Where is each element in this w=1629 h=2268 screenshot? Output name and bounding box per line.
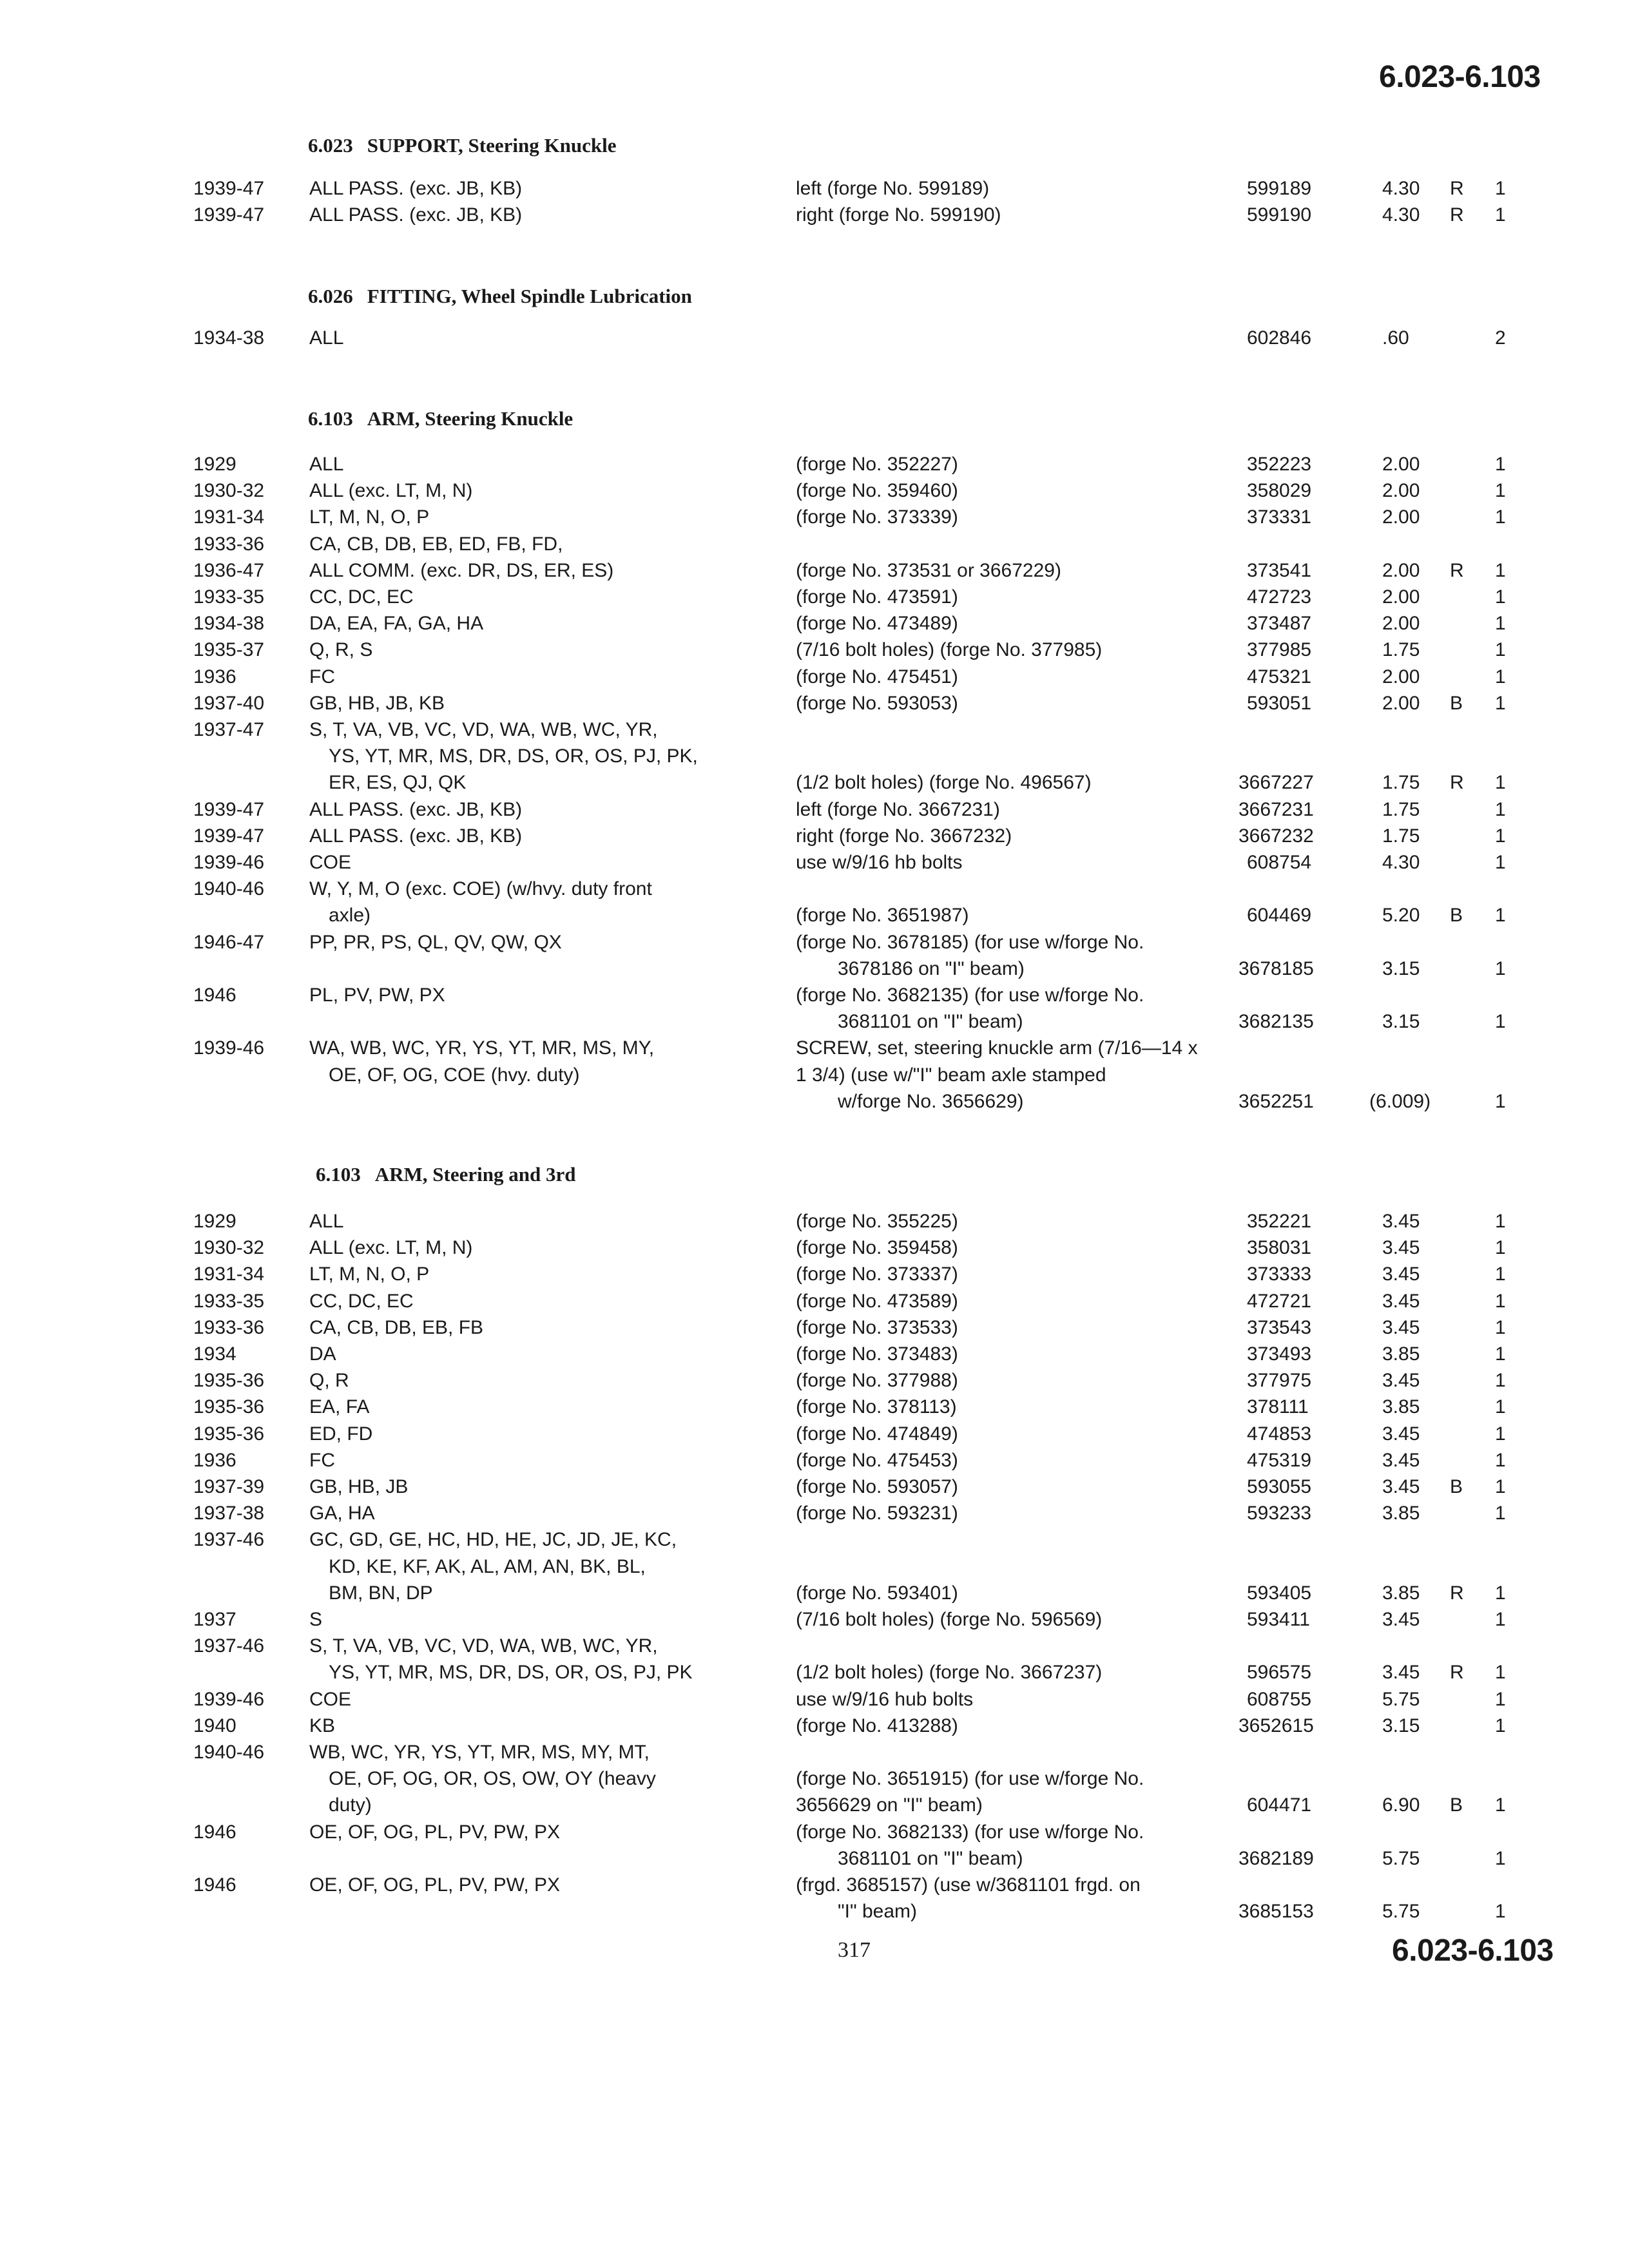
quantity-cell: 1 (1495, 905, 1506, 927)
description-cell: (forge No. 593057) (796, 1476, 958, 1497)
quantity-cell: 1 (1495, 1090, 1506, 1112)
description-cell: right (forge No. 599190) (796, 204, 1001, 226)
year-cell: 1934 (193, 1343, 236, 1365)
model-cell: S, T, VA, VB, VC, VD, WA, WB, WC, YR, (309, 719, 658, 740)
price-cell: 3.85 (1382, 1396, 1420, 1418)
part-number-cell: 608755 (1247, 1688, 1312, 1710)
quantity-cell: 1 (1495, 1423, 1506, 1445)
description-cell: (forge No. 373531 or 3667229) (796, 559, 1061, 581)
price-cell: 5.75 (1382, 1688, 1420, 1710)
quantity-cell: 1 (1495, 1211, 1506, 1232)
quantity-cell: 1 (1495, 1264, 1506, 1285)
quantity-cell: 1 (1495, 1847, 1506, 1869)
description-cell: (1/2 bolt holes) (forge No. 496567) (796, 772, 1092, 794)
description-cell: (forge No. 593401) (796, 1582, 958, 1604)
description-cell: right (forge No. 3667232) (796, 825, 1012, 847)
model-cell: OE, OF, OG, PL, PV, PW, PX (309, 1874, 561, 1896)
quantity-cell: 1 (1495, 613, 1506, 635)
model-cell: Q, R (309, 1370, 349, 1392)
part-number-cell: 377985 (1247, 639, 1312, 661)
price-cell: 3.45 (1382, 1609, 1420, 1630)
year-cell: 1939-47 (193, 178, 265, 199)
model-cell: YS, YT, MR, MS, DR, DS, OR, OS, PJ, PK (329, 1662, 693, 1684)
quantity-cell: 1 (1495, 1370, 1506, 1392)
part-number-cell: 593411 (1247, 1609, 1310, 1630)
description-cell: (forge No. 359460) (796, 480, 958, 502)
quantity-cell: 1 (1495, 1662, 1506, 1684)
description-cell: 3681101 on "I" beam) (838, 1847, 1023, 1869)
quantity-cell: 1 (1495, 480, 1506, 502)
price-cell: 3.45 (1382, 1370, 1420, 1392)
model-cell: CC, DC, EC (309, 1290, 414, 1312)
quantity-cell: 1 (1495, 204, 1506, 226)
year-cell: 1939-47 (193, 204, 265, 226)
year-cell: 1933-36 (193, 1316, 265, 1338)
quantity-cell: 1 (1495, 559, 1506, 581)
quantity-cell: 1 (1495, 957, 1506, 979)
section-number: 6.103 (308, 407, 353, 430)
quantity-cell: 1 (1495, 1503, 1506, 1524)
part-number-cell: 602846 (1247, 327, 1312, 349)
price-cell: 3.85 (1382, 1503, 1420, 1524)
quantity-cell: 1 (1495, 639, 1506, 661)
code-cell: R (1450, 178, 1464, 199)
description-cell: (forge No. 3682133) (for use w/forge No. (796, 1821, 1144, 1843)
price-cell: 3.15 (1382, 957, 1420, 979)
model-cell: axle) (329, 905, 371, 927)
model-cell: DA, EA, FA, GA, HA (309, 613, 484, 635)
description-cell: "I" beam) (838, 1901, 918, 1923)
code-cell: R (1450, 559, 1464, 581)
year-cell: 1946 (193, 1821, 236, 1843)
model-cell: W, Y, M, O (exc. COE) (w/hvy. duty front (309, 878, 652, 900)
model-cell: LT, M, N, O, P (309, 1264, 430, 1285)
model-cell: ALL PASS. (exc. JB, KB) (309, 178, 523, 199)
code-cell: B (1450, 1794, 1463, 1816)
price-cell: 2.00 (1382, 480, 1420, 502)
description-cell: (forge No. 593053) (796, 692, 958, 714)
part-number-cell: 373487 (1247, 613, 1312, 635)
model-cell: GB, HB, JB (309, 1476, 409, 1497)
model-cell: PL, PV, PW, PX (309, 985, 445, 1006)
description-cell: (frgd. 3685157) (use w/3681101 frgd. on (796, 1874, 1141, 1896)
part-number-cell: 604471 (1247, 1794, 1312, 1816)
price-cell: 3.45 (1382, 1264, 1420, 1285)
section-heading: ARM, Steering and 3rd (374, 1163, 576, 1186)
model-cell: COE (309, 1688, 352, 1710)
quantity-cell: 1 (1495, 825, 1506, 847)
price-cell: 3.85 (1382, 1582, 1420, 1604)
part-number-cell: 3667231 (1239, 798, 1314, 820)
model-cell: OE, OF, OG, PL, PV, PW, PX (309, 1821, 561, 1843)
price-cell: 3.45 (1382, 1211, 1420, 1232)
quantity-cell: 2 (1495, 327, 1506, 349)
model-cell: FC (309, 1449, 335, 1471)
part-number-cell: 377975 (1247, 1370, 1312, 1392)
part-number-cell: 596575 (1247, 1662, 1312, 1684)
part-number-cell: 373493 (1247, 1343, 1312, 1365)
price-cell: 1.75 (1382, 825, 1420, 847)
year-cell: 1937 (193, 1609, 236, 1630)
part-number-cell: 373541 (1247, 559, 1312, 581)
code-cell: B (1450, 692, 1463, 714)
part-number-cell: 599189 (1247, 178, 1312, 199)
price-cell: 5.20 (1382, 905, 1420, 927)
description-cell: (forge No. 373339) (796, 506, 958, 528)
model-cell: WB, WC, YR, YS, YT, MR, MS, MY, MT, (309, 1742, 650, 1763)
price-cell: 3.45 (1382, 1237, 1420, 1259)
description-cell: (forge No. 473591) (796, 586, 958, 608)
price-cell: 4.30 (1382, 852, 1420, 873)
description-cell: 1 3/4) (use w/"I" beam axle stamped (796, 1064, 1106, 1086)
description-cell: (forge No. 373483) (796, 1343, 958, 1365)
description-cell: SCREW, set, steering knuckle arm (7/16—14 x (796, 1037, 1198, 1059)
quantity-cell: 1 (1495, 1396, 1506, 1418)
section-number: 6.026 (308, 285, 353, 307)
price-cell: 3.45 (1382, 1476, 1420, 1497)
quantity-cell: 1 (1495, 1582, 1506, 1604)
price-cell: 2.00 (1382, 613, 1420, 635)
section-number: 6.103 (316, 1163, 361, 1186)
model-cell: ER, ES, QJ, QK (329, 772, 467, 794)
description-cell: (forge No. 475453) (796, 1449, 958, 1471)
section-heading: SUPPORT, Steering Knuckle (367, 134, 617, 157)
description-cell: (7/16 bolt holes) (forge No. 596569) (796, 1609, 1103, 1630)
price-cell: .60 (1382, 327, 1409, 349)
section-title (308, 407, 573, 430)
quantity-cell: 1 (1495, 1688, 1506, 1710)
model-cell: FC (309, 666, 335, 687)
quantity-cell: 1 (1495, 1609, 1506, 1630)
description-cell: (forge No. 474849) (796, 1423, 958, 1445)
model-cell: ALL (309, 1211, 344, 1232)
price-cell: 5.75 (1382, 1847, 1420, 1869)
description-cell: (7/16 bolt holes) (forge No. 377985) (796, 639, 1103, 661)
part-number-cell: 373543 (1247, 1316, 1312, 1338)
price-cell: 3.15 (1382, 1011, 1420, 1033)
code-cell: R (1450, 1662, 1464, 1684)
description-cell: 3678186 on "I" beam) (838, 957, 1025, 979)
description-cell: left (forge No. 3667231) (796, 798, 1000, 820)
part-number-cell: 373333 (1247, 1264, 1312, 1285)
description-cell: (forge No. 373533) (796, 1316, 958, 1338)
model-cell: GB, HB, JB, KB (309, 692, 445, 714)
price-cell: (6.009) (1369, 1090, 1431, 1112)
model-cell: S, T, VA, VB, VC, VD, WA, WB, WC, YR, (309, 1635, 658, 1657)
section-title (316, 1163, 575, 1186)
model-cell: ALL (exc. LT, M, N) (309, 480, 473, 502)
part-number-cell: 593055 (1247, 1476, 1312, 1497)
description-cell: use w/9/16 hb bolts (796, 852, 963, 873)
part-number-cell: 358031 (1247, 1237, 1312, 1259)
year-cell: 1939-47 (193, 798, 265, 820)
year-cell: 1931-34 (193, 506, 265, 528)
year-cell: 1946 (193, 1874, 236, 1896)
description-cell: left (forge No. 599189) (796, 178, 990, 199)
description-cell: (forge No. 475451) (796, 666, 958, 687)
part-number-cell: 599190 (1247, 204, 1312, 226)
page-header-bottom: 6.023-6.103 (1392, 1934, 1554, 1968)
description-cell: (forge No. 355225) (796, 1211, 958, 1232)
year-cell: 1939-46 (193, 852, 265, 873)
quantity-cell: 1 (1495, 1011, 1506, 1033)
part-number-cell: 3667232 (1239, 825, 1314, 847)
description-cell: (forge No. 3682135) (for use w/forge No. (796, 985, 1144, 1006)
section-heading: ARM, Steering Knuckle (367, 407, 574, 430)
model-cell: ED, FD (309, 1423, 373, 1445)
model-cell: S (309, 1609, 323, 1630)
year-cell: 1929 (193, 1211, 236, 1232)
code-cell: B (1450, 905, 1463, 927)
description-cell: (forge No. 373337) (796, 1264, 958, 1285)
price-cell: 2.00 (1382, 586, 1420, 608)
year-cell: 1936-47 (193, 559, 265, 581)
year-cell: 1937-40 (193, 692, 265, 714)
model-cell: CA, CB, DB, EB, ED, FB, FD, (309, 533, 563, 555)
price-cell: 1.75 (1382, 772, 1420, 794)
part-number-cell: 378111 (1247, 1396, 1309, 1418)
quantity-cell: 1 (1495, 1343, 1506, 1365)
description-cell: (forge No. 359458) (796, 1237, 958, 1259)
section-title (308, 285, 692, 308)
part-number-cell: 593405 (1247, 1582, 1312, 1604)
model-cell: Q, R, S (309, 639, 373, 661)
part-number-cell: 593233 (1247, 1503, 1312, 1524)
part-number-cell: 3652615 (1239, 1715, 1314, 1736)
price-cell: 2.00 (1382, 692, 1420, 714)
part-number-cell: 3678185 (1239, 957, 1314, 979)
code-cell: B (1450, 1476, 1463, 1497)
model-cell: ALL PASS. (exc. JB, KB) (309, 825, 523, 847)
year-cell: 1937-46 (193, 1529, 265, 1551)
part-number-cell: 472721 (1247, 1290, 1312, 1312)
year-cell: 1936 (193, 1449, 236, 1471)
year-cell: 1937-38 (193, 1503, 265, 1524)
model-cell: ALL (exc. LT, M, N) (309, 1237, 473, 1259)
model-cell: CC, DC, EC (309, 586, 414, 608)
price-cell: 4.30 (1382, 204, 1420, 226)
part-number-cell: 3682189 (1239, 1847, 1314, 1869)
year-cell: 1937-39 (193, 1476, 265, 1497)
price-cell: 5.75 (1382, 1901, 1420, 1923)
part-number-cell: 3685153 (1239, 1901, 1314, 1923)
price-cell: 2.00 (1382, 666, 1420, 687)
year-cell: 1933-35 (193, 586, 265, 608)
part-number-cell: 3682135 (1239, 1011, 1314, 1033)
description-cell: (forge No. 473489) (796, 613, 958, 635)
year-cell: 1930-32 (193, 1237, 265, 1259)
quantity-cell: 1 (1495, 666, 1506, 687)
model-cell: OE, OF, OG, OR, OS, OW, OY (heavy (329, 1768, 656, 1790)
quantity-cell: 1 (1495, 454, 1506, 475)
code-cell: R (1450, 204, 1464, 226)
part-number-cell: 608754 (1247, 852, 1312, 873)
year-cell: 1933-36 (193, 533, 265, 555)
part-number-cell: 3652251 (1239, 1090, 1314, 1112)
price-cell: 3.45 (1382, 1662, 1420, 1684)
page-header-top: 6.023-6.103 (1379, 60, 1541, 94)
section-number: 6.023 (308, 134, 353, 157)
part-number-cell: 3667227 (1239, 772, 1314, 794)
quantity-cell: 1 (1495, 1476, 1506, 1497)
code-cell: R (1450, 1582, 1464, 1604)
model-cell: EA, FA (309, 1396, 370, 1418)
price-cell: 3.15 (1382, 1715, 1420, 1736)
description-cell: (forge No. 352227) (796, 454, 958, 475)
description-cell: 3656629 on "I" beam) (796, 1794, 983, 1816)
model-cell: WA, WB, WC, YR, YS, YT, MR, MS, MY, (309, 1037, 655, 1059)
price-cell: 3.85 (1382, 1343, 1420, 1365)
price-cell: 2.00 (1382, 559, 1420, 581)
year-cell: 1935-36 (193, 1370, 265, 1392)
description-cell: (forge No. 3651915) (for use w/forge No. (796, 1768, 1144, 1790)
quantity-cell: 1 (1495, 798, 1506, 820)
description-cell: (forge No. 473589) (796, 1290, 958, 1312)
model-cell: BM, BN, DP (329, 1582, 433, 1604)
price-cell: 2.00 (1382, 506, 1420, 528)
part-number-cell: 475321 (1247, 666, 1312, 687)
part-number-cell: 358029 (1247, 480, 1312, 502)
year-cell: 1935-36 (193, 1423, 265, 1445)
model-cell: duty) (329, 1794, 372, 1816)
description-cell: (forge No. 593231) (796, 1503, 958, 1524)
year-cell: 1946 (193, 985, 236, 1006)
price-cell: 1.75 (1382, 639, 1420, 661)
price-cell: 1.75 (1382, 798, 1420, 820)
model-cell: ALL PASS. (exc. JB, KB) (309, 204, 523, 226)
price-cell: 3.45 (1382, 1316, 1420, 1338)
year-cell: 1940 (193, 1715, 236, 1736)
model-cell: ALL COMM. (exc. DR, DS, ER, ES) (309, 559, 614, 581)
quantity-cell: 1 (1495, 178, 1506, 199)
part-number-cell: 373331 (1247, 506, 1312, 528)
model-cell: CA, CB, DB, EB, FB (309, 1316, 484, 1338)
year-cell: 1937-46 (193, 1635, 265, 1657)
page-number: 317 (838, 1938, 871, 1962)
quantity-cell: 1 (1495, 1794, 1506, 1816)
description-cell: w/forge No. 3656629) (838, 1090, 1024, 1112)
price-cell: 2.00 (1382, 454, 1420, 475)
year-cell: 1940-46 (193, 878, 265, 900)
year-cell: 1929 (193, 454, 236, 475)
model-cell: KB (309, 1715, 336, 1736)
price-cell: 3.45 (1382, 1423, 1420, 1445)
model-cell: DA (309, 1343, 336, 1365)
year-cell: 1935-37 (193, 639, 265, 661)
part-number-cell: 593051 (1247, 692, 1312, 714)
price-cell: 3.45 (1382, 1449, 1420, 1471)
model-cell: COE (309, 852, 352, 873)
model-cell: ALL PASS. (exc. JB, KB) (309, 798, 523, 820)
model-cell: GA, HA (309, 1503, 375, 1524)
year-cell: 1935-36 (193, 1396, 265, 1418)
part-number-cell: 474853 (1247, 1423, 1312, 1445)
model-cell: GC, GD, GE, HC, HD, HE, JC, JD, JE, KC, (309, 1529, 677, 1551)
year-cell: 1933-35 (193, 1290, 265, 1312)
model-cell: ALL (309, 327, 344, 349)
year-cell: 1931-34 (193, 1264, 265, 1285)
model-cell: KD, KE, KF, AK, AL, AM, AN, BK, BL, (329, 1555, 646, 1577)
quantity-cell: 1 (1495, 1901, 1506, 1923)
year-cell: 1934-38 (193, 613, 265, 635)
description-cell: use w/9/16 hub bolts (796, 1688, 974, 1710)
part-number-cell: 352223 (1247, 454, 1312, 475)
model-cell: PP, PR, PS, QL, QV, QW, QX (309, 931, 562, 953)
section-heading: FITTING, Wheel Spindle Lubrication (367, 285, 692, 307)
year-cell: 1946-47 (193, 931, 265, 953)
year-cell: 1937-47 (193, 719, 265, 740)
model-cell: ALL (309, 454, 344, 475)
model-cell: LT, M, N, O, P (309, 506, 430, 528)
model-cell: OE, OF, OG, COE (hvy. duty) (329, 1064, 580, 1086)
price-cell: 6.90 (1382, 1794, 1420, 1816)
part-number-cell: 475319 (1247, 1449, 1312, 1471)
price-cell: 3.45 (1382, 1290, 1420, 1312)
part-number-cell: 352221 (1247, 1211, 1312, 1232)
quantity-cell: 1 (1495, 586, 1506, 608)
description-cell: (1/2 bolt holes) (forge No. 3667237) (796, 1662, 1103, 1684)
description-cell: (forge No. 377988) (796, 1370, 958, 1392)
year-cell: 1939-46 (193, 1037, 265, 1059)
year-cell: 1939-47 (193, 825, 265, 847)
quantity-cell: 1 (1495, 852, 1506, 873)
quantity-cell: 1 (1495, 1449, 1506, 1471)
year-cell: 1930-32 (193, 480, 265, 502)
description-cell: (forge No. 3651987) (796, 905, 969, 927)
part-number-cell: 604469 (1247, 905, 1312, 927)
year-cell: 1934-38 (193, 327, 265, 349)
quantity-cell: 1 (1495, 1290, 1506, 1312)
quantity-cell: 1 (1495, 1715, 1506, 1736)
description-cell: (forge No. 413288) (796, 1715, 958, 1736)
year-cell: 1939-46 (193, 1688, 265, 1710)
quantity-cell: 1 (1495, 692, 1506, 714)
quantity-cell: 1 (1495, 1316, 1506, 1338)
code-cell: R (1450, 772, 1464, 794)
description-cell: (forge No. 378113) (796, 1396, 957, 1418)
price-cell: 4.30 (1382, 178, 1420, 199)
part-number-cell: 472723 (1247, 586, 1312, 608)
section-title (308, 134, 616, 157)
quantity-cell: 1 (1495, 772, 1506, 794)
description-cell: (forge No. 3678185) (for use w/forge No. (796, 931, 1144, 953)
description-cell: 3681101 on "I" beam) (838, 1011, 1023, 1033)
year-cell: 1936 (193, 666, 236, 687)
year-cell: 1940-46 (193, 1742, 265, 1763)
model-cell: YS, YT, MR, MS, DR, DS, OR, OS, PJ, PK, (329, 745, 698, 767)
quantity-cell: 1 (1495, 1237, 1506, 1259)
quantity-cell: 1 (1495, 506, 1506, 528)
